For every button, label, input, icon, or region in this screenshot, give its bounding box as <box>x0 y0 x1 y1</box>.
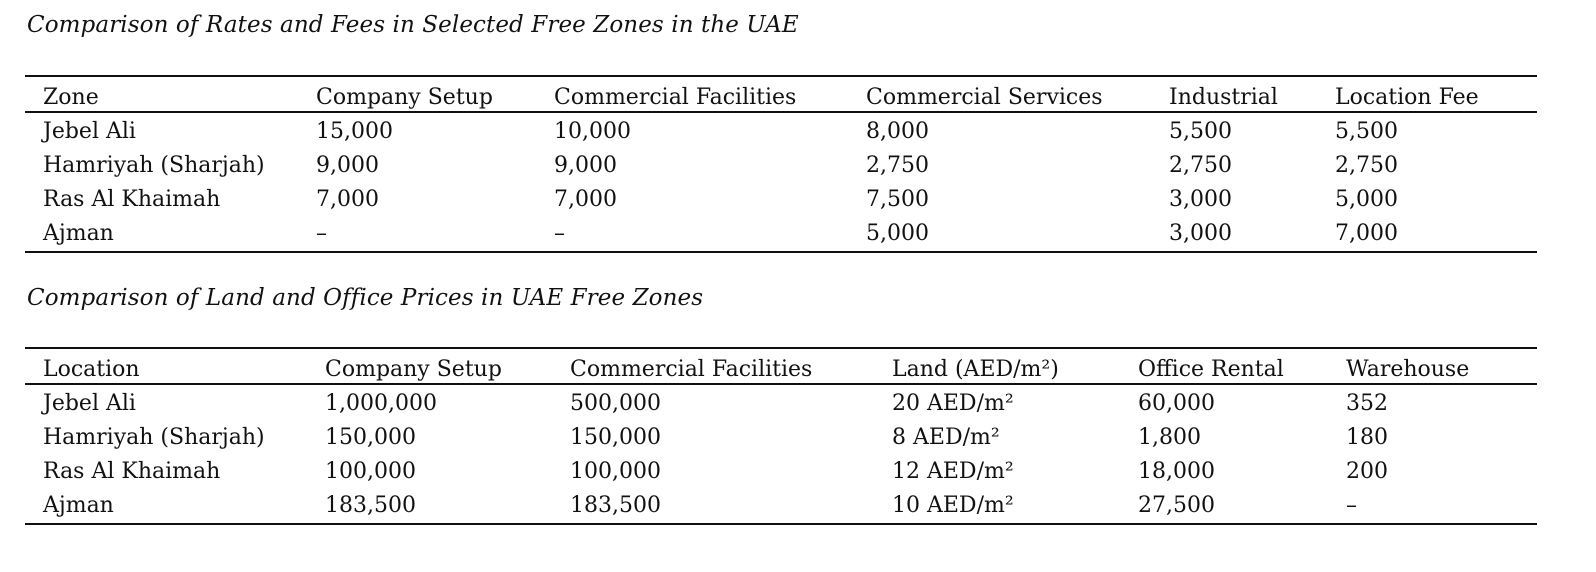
table-cell: 183,500 <box>570 493 661 518</box>
column-header-industrial: Industrial <box>1169 85 1278 110</box>
table-header-row <box>25 348 1537 384</box>
table-cell: 180 <box>1346 425 1388 450</box>
table-cell: 7,000 <box>554 187 617 212</box>
table-cell: 3,000 <box>1169 187 1232 212</box>
table-cell: 15,000 <box>316 119 393 144</box>
table-cell: 60,000 <box>1138 391 1215 416</box>
column-header-warehouse: Warehouse <box>1346 357 1470 382</box>
table-cell: 100,000 <box>570 459 661 484</box>
table-cell: 12 AED/m² <box>892 459 1014 484</box>
table-cell: 352 <box>1346 391 1388 416</box>
column-header-commercial-facilities: Commercial Facilities <box>554 85 797 110</box>
table-cell: 2,750 <box>866 153 929 178</box>
column-header-commercial-facilities: Commercial Facilities <box>570 357 813 382</box>
table-cell: – <box>316 221 327 246</box>
column-header-location: Location <box>43 357 140 382</box>
table-cell: 2,750 <box>1169 153 1232 178</box>
table-cell: 3,000 <box>1169 221 1232 246</box>
table-row <box>25 489 1537 524</box>
table-cell: 100,000 <box>325 459 416 484</box>
table-cell: Jebel Ali <box>43 391 136 416</box>
table-cell: Ajman <box>43 493 114 518</box>
table-cell: – <box>1346 493 1357 518</box>
table1-caption: Comparison of Rates and Fees in Selected Free Zones in the UAE <box>27 12 799 38</box>
table-cell: Hamriyah (Sharjah) <box>43 153 265 178</box>
table-header-row <box>25 76 1537 112</box>
table-cell: 10,000 <box>554 119 631 144</box>
column-header-location-fee: Location Fee <box>1335 85 1479 110</box>
table-cell: Ras Al Khaimah <box>43 187 221 212</box>
table-cell: 1,000,000 <box>325 391 437 416</box>
table-row <box>25 112 1537 149</box>
table-cell: 500,000 <box>570 391 661 416</box>
table-cell: – <box>554 221 565 246</box>
table-row <box>25 149 1537 183</box>
table-cell: 200 <box>1346 459 1388 484</box>
table-cell: 5,000 <box>1335 187 1398 212</box>
table-cell: 7,000 <box>316 187 379 212</box>
table-cell: 150,000 <box>325 425 416 450</box>
column-header-zone: Zone <box>43 85 99 110</box>
table-cell: 7,000 <box>1335 221 1398 246</box>
column-header-company-setup: Company Setup <box>316 85 493 110</box>
column-header-office-rental: Office Rental <box>1138 357 1284 382</box>
table-cell: 150,000 <box>570 425 661 450</box>
table-cell: 9,000 <box>554 153 617 178</box>
table-row <box>25 421 1537 455</box>
table-cell: Hamriyah (Sharjah) <box>43 425 265 450</box>
table-cell: 5,500 <box>1335 119 1398 144</box>
table-cell: 27,500 <box>1138 493 1215 518</box>
table-cell: 1,800 <box>1138 425 1201 450</box>
table-row <box>25 217 1537 252</box>
table-cell: 20 AED/m² <box>892 391 1014 416</box>
table-cell: 8 AED/m² <box>892 425 1000 450</box>
land-office-prices-table <box>25 347 1537 525</box>
table-cell: Ajman <box>43 221 114 246</box>
table-cell: 183,500 <box>325 493 416 518</box>
rates-fees-table <box>25 75 1537 253</box>
table-cell: 10 AED/m² <box>892 493 1014 518</box>
table-cell: 8,000 <box>866 119 929 144</box>
table-cell: 9,000 <box>316 153 379 178</box>
table-cell: Jebel Ali <box>43 119 136 144</box>
table-cell: 5,000 <box>866 221 929 246</box>
table-row <box>25 183 1537 217</box>
table-row <box>25 384 1537 421</box>
column-header-land: Land (AED/m²) <box>892 357 1059 382</box>
table-cell: 2,750 <box>1335 153 1398 178</box>
table-cell: 5,500 <box>1169 119 1232 144</box>
table-row <box>25 455 1537 489</box>
column-header-company-setup: Company Setup <box>325 357 502 382</box>
table-cell: Ras Al Khaimah <box>43 459 221 484</box>
table-cell: 18,000 <box>1138 459 1215 484</box>
table-cell: 7,500 <box>866 187 929 212</box>
column-header-commercial-services: Commercial Services <box>866 85 1103 110</box>
table2-caption: Comparison of Land and Office Prices in UAE Free Zones <box>27 285 704 311</box>
